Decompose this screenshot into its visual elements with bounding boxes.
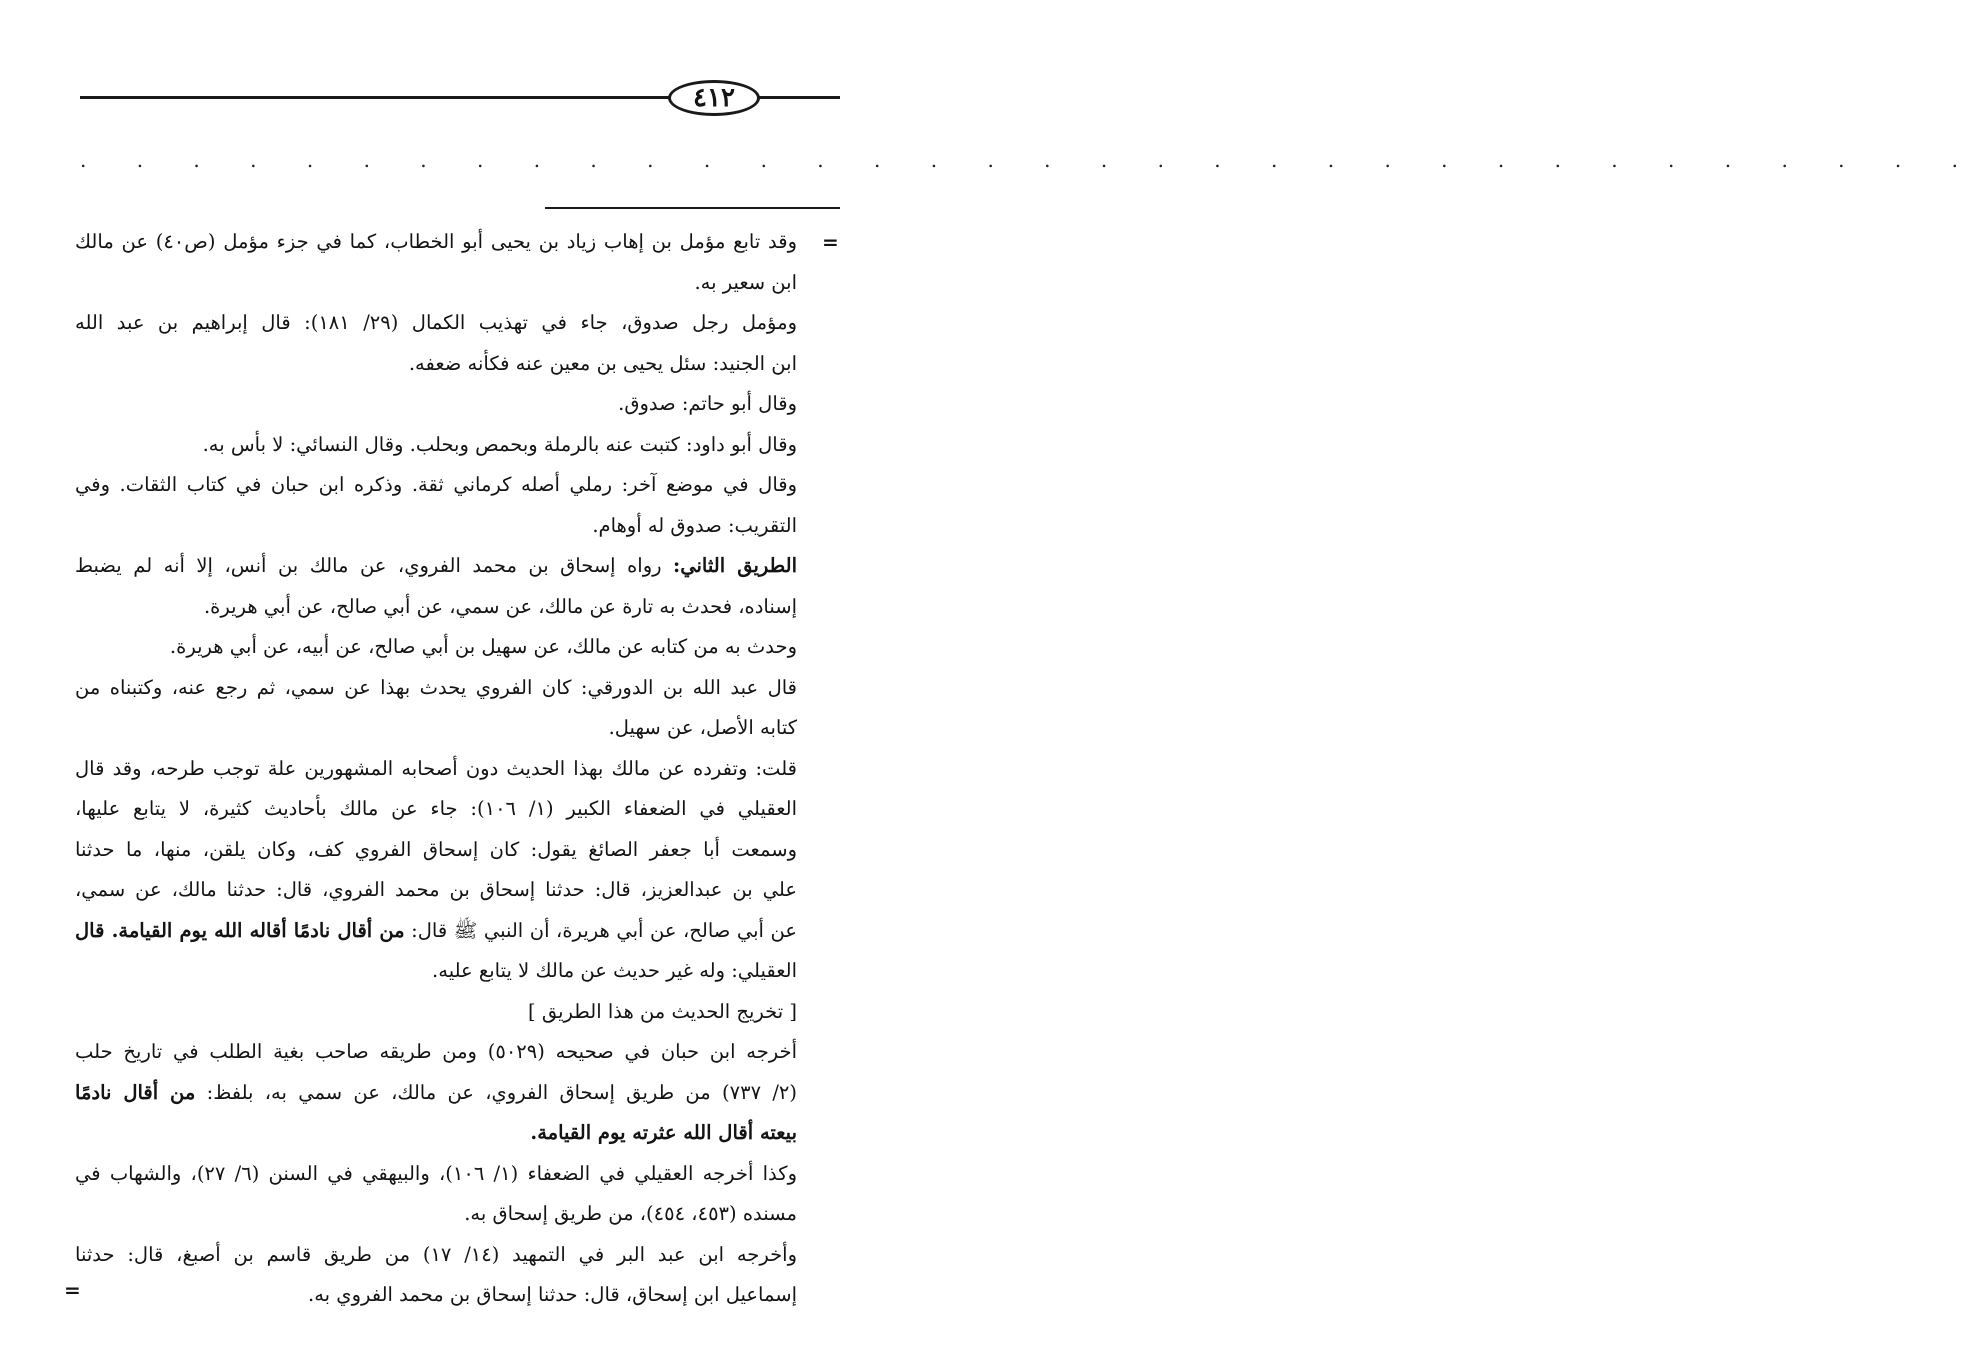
line-text: وقد تابع مؤمل بن إهاب زياد بن يحيى أبو الخطاب، كما في جزء مؤمل (ص٤٠) عن مالك bbox=[75, 230, 798, 253]
bold-heading: الطريق الثاني: bbox=[673, 554, 797, 577]
line-text: رواه إسحاق بن محمد الفروي، عن مالك بن أنس، إلا أنه لم يضبط bbox=[75, 554, 674, 577]
continuation-mark-bottom: = bbox=[64, 1278, 81, 1302]
line-text: وقال أبو داود: كتبت عنه بالرملة وبحمص وبحلب. وقال النسائي: لا بأس به. bbox=[202, 432, 797, 456]
text-line bbox=[75, 506, 797, 546]
line-text: قال عبد الله بن الدورقي: كان الفروي يحدث بهذا عن سمي، ثم رجع عنه، وكتبناه من bbox=[75, 675, 797, 699]
text-line bbox=[75, 708, 797, 748]
text-line bbox=[75, 303, 797, 343]
page-number: ٤١٢ bbox=[668, 80, 760, 116]
text-line bbox=[75, 344, 797, 384]
text-line bbox=[75, 992, 797, 1032]
header-rule-right bbox=[758, 96, 840, 99]
text-line bbox=[75, 1235, 797, 1275]
line-text: ومؤمل رجل صدوق، جاء في تهذيب الكمال (٢٩/ ١٨١): قال إبراهيم بن عبد الله bbox=[75, 311, 797, 334]
text-line bbox=[75, 1113, 797, 1153]
continuation-mark-top: = bbox=[822, 230, 839, 254]
line-text: وحدث به من كتابه عن مالك، عن سهيل بن أبي صالح، عن أبيه، عن أبي هريرة. bbox=[169, 635, 797, 658]
line-text: إسماعيل ابن إسحاق، قال: حدثنا إسحاق بن محمد الفروي به. bbox=[308, 1283, 797, 1306]
line-tail: قال bbox=[75, 918, 112, 942]
line-text: ابن الجنيد: سئل يحيى بن معين عنه فكأنه ضعفه. bbox=[408, 351, 797, 375]
text-line bbox=[75, 749, 797, 789]
line-text: [ تخريج الحديث من هذا الطريق ] bbox=[528, 999, 797, 1023]
footnote-rule bbox=[545, 207, 840, 209]
text-line bbox=[75, 911, 797, 951]
line-text: أخرجه ابن حبان في صحيحه (٥٠٢٩) ومن طريقه صاحب بغية الطلب في تاريخ حلب bbox=[75, 1040, 797, 1063]
bold-heading: بيعته أقال الله عثرته يوم القيامة. bbox=[530, 1121, 797, 1144]
line-text: كتابه الأصل، عن سهيل. bbox=[608, 716, 797, 739]
line-text: وسمعت أبا جعفر الصائغ يقول: كان إسحاق الفروي كف، وكان يلقن، منها، ما حدثنا bbox=[75, 837, 797, 861]
line-text: عن أبي صالح، عن أبي هريرة، أن النبي ﷺ قال: bbox=[404, 918, 797, 942]
text-line bbox=[75, 830, 797, 870]
text-line bbox=[75, 465, 797, 505]
text-line bbox=[75, 1154, 797, 1194]
text-line bbox=[75, 951, 797, 991]
line-text: إسناده، فحدث به تارة عن مالك، عن سمي، عن أبي صالح، عن أبي هريرة. bbox=[203, 594, 797, 618]
header-rule-left bbox=[80, 96, 670, 99]
text-line bbox=[75, 546, 797, 586]
text-line bbox=[75, 1194, 797, 1234]
hadith-quote: من أقال نادمًا أقاله الله يوم القيامة. bbox=[111, 918, 405, 942]
text-line bbox=[75, 668, 797, 708]
line-text: قلت: وتفرده عن مالك بهذا الحديث دون أصحابه المشهورين علة توجب طرحه، وقد قال bbox=[75, 756, 797, 780]
text-line bbox=[75, 384, 797, 424]
line-text: (٢/ ٧٣٧) من طريق إسحاق الفروي، عن مالك، عن سمي به، بلفظ: bbox=[195, 1080, 797, 1104]
line-text: العقيلي في الضعفاء الكبير (١/ ١٠٦): جاء عن مالك بأحاديث كثيرة، لا يتابع عليها، bbox=[75, 797, 797, 820]
text-line bbox=[75, 1073, 797, 1113]
text-line bbox=[75, 263, 797, 303]
line-text: مسنده (٤٥٣، ٤٥٤)، من طريق إسحاق به. bbox=[464, 1202, 797, 1225]
text-line bbox=[75, 425, 797, 465]
hadith-quote: من أقال نادمًا bbox=[75, 1080, 196, 1104]
line-text: العقيلي: وله غير حديث عن مالك لا يتابع عليه. bbox=[432, 959, 797, 982]
text-line bbox=[75, 627, 797, 667]
line-text: ابن سعير به. bbox=[694, 270, 797, 294]
text-line bbox=[75, 1032, 797, 1072]
text-line bbox=[75, 1275, 797, 1315]
line-text: وأخرجه ابن عبد البر في التمهيد (١٤/ ١٧) من طريق قاسم بن أصبغ، قال: حدثنا bbox=[75, 1242, 798, 1266]
line-text: وقال في موضع آخر: رملي أصله كرماني ثقة. وذكره ابن حبان في كتاب الثقات. وفي bbox=[75, 473, 797, 496]
text-line bbox=[75, 222, 797, 262]
line-text: وكذا أخرجه العقيلي في الضعفاء (١/ ١٠٦)، والبيهقي في السنن (٦/ ٢٧)، والشهاب في bbox=[75, 1161, 797, 1185]
line-text: وقال أبو حاتم: صدوق. bbox=[618, 392, 797, 415]
text-line bbox=[75, 870, 797, 910]
text-line bbox=[75, 789, 797, 829]
section-dots: . . . . . . . . . . . . . . . . . . . . . . . . . . . . . . . . . . bbox=[80, 148, 1980, 172]
line-text: التقريب: صدوق له أوهام. bbox=[592, 513, 797, 537]
text-line bbox=[75, 587, 797, 627]
line-text: علي بن عبدالعزيز، قال: حدثنا إسحاق بن محمد الفروي، قال: حدثنا مالك، عن سمي، bbox=[75, 878, 797, 901]
